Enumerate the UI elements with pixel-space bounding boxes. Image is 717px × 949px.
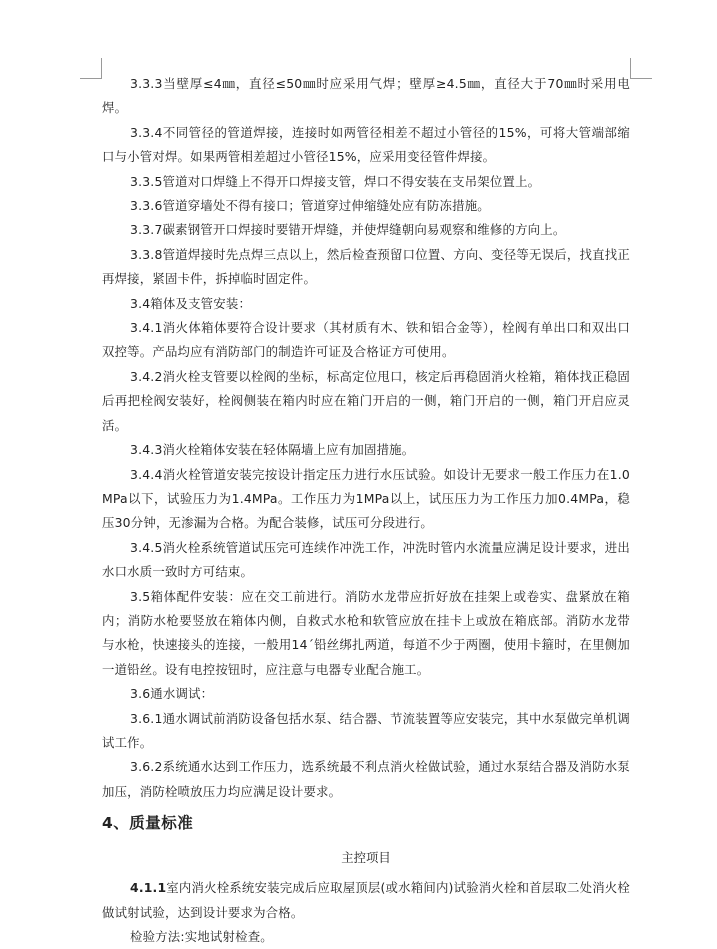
paragraph-3-4-5: 3.4.5消火栓系统管道试压完可连续作冲洗工作，冲洗时管内水流量应满足设计要求，进出水口水质一致时方可结束。 [102, 539, 630, 580]
paragraph-3-6: 3.6通水调试： [130, 686, 214, 702]
paragraph-3-6-1: 3.6.1通水调试前消防设备包括水泵、结合器、节流装置等应安装完，其中水泵做完单机调试工作。 [102, 710, 630, 750]
crop-mark-top-right-vertical [630, 58, 631, 79]
paragraph-3-3-8: 3.3.8管道焊接时先点焊三点以上，然后检查预留口位置、方向、变径等无误后，找直找正再焊接，紧固卡件，拆掉临时固定件。 [102, 246, 630, 287]
paragraph-3-4-3: 3.4.3消火栓箱体安装在轻体隔墙上应有加固措施。 [130, 442, 415, 458]
section-heading: 4、质量标准 [102, 814, 194, 833]
paragraph-3-3-4: 3.3.4不同管径的管道焊接，连接时如两管径相差不超过小管径的15%，可将大管端部缩口与小管对焊。如果两管相差超过小管径15%，应采用变径管件焊接。 [102, 124, 630, 165]
paragraph-3-3-5: 3.3.5管道对口焊缝上不得开口焊接支管，焊口不得安装在支吊架位置上。 [130, 173, 541, 189]
paragraph-3-3-6: 3.3.6管道穿墙处不得有接口；管道穿过伸缩缝处应有防冻措施。 [130, 198, 490, 214]
item-4-1-1 [102, 876, 630, 925]
inspection-method: 检验方法:实地试射检查。 [130, 929, 273, 944]
crop-mark-top-left-horizontal [80, 78, 102, 79]
document-body [102, 72, 630, 949]
paragraph-3-6-2: 3.6.2系统通水达到工作压力，选系统最不利点消火栓做试验，通过水泵结合器及消防水泵加压，消防栓喷放压力均应满足设计要求。 [102, 759, 630, 799]
paragraph-3-4-4: 3.4.4消火栓管道安装完按设计指定压力进行水压试验。如设计无要求一般工作压力在1.0MPa以下，试验压力为1.4MPa。工作压力为1MPa以上，试压压力为工作压力加0.4MPa，稳压30分钟，无渗漏为合格。为配合装修，试压可分段进行。 [102, 466, 630, 531]
paragraph-3-4-1: 3.4.1消火体箱体要符合设计要求（其材质有木、铁和铝合金等），栓阀有单出口和双出口双控等。产品均应有消防部门的制造许可证及合格证方可使用。 [102, 320, 630, 360]
paragraph-3-4-2: 3.4.2消火栓支管要以栓阀的坐标，标高定位甩口，核定后再稳固消火栓箱，箱体找正稳固后再把栓阀安装好，栓阀侧装在箱内时应在箱门开启的一侧，箱门开启的一侧，箱门开启应灵活。 [102, 368, 630, 433]
paragraph-3-4: 3.4箱体及支管安装： [130, 295, 252, 311]
item-4-1-1-number: 4.1.1 [130, 880, 167, 896]
item-4-1-1-text: 室内消火栓系统安装完成后应取屋顶层(或水箱间内)试验消火栓和首层取二处消火栓做试射试验，达到设计要求为合格。 [102, 880, 630, 920]
paragraph-3-3-3: 3.3.3当壁厚≤4㎜，直径≤50㎜时应采用气焊；壁厚≥4.5㎜，直径大于70㎜时采用电焊。 [102, 76, 630, 116]
paragraph-3-5: 3.5箱体配件安装：应在交工前进行。消防水龙带应折好放在挂架上或卷实、盘紧放在箱内；消防水枪要竖放在箱体内侧，自救式水枪和软管应放在挂卡上或放在箱底部。消防水龙带与水枪，快速接头的连接，一般用14ˊ铅丝绑扎两道，每道不少于两圈，使用卡箍时，在里侧加一道铅丝。设有电控按钮时，应注意与电器专业配合施工。 [102, 588, 630, 677]
crop-mark-top-right-horizontal [630, 78, 652, 79]
subheading: 主控项目 [341, 850, 391, 866]
paragraph-3-3-7: 3.3.7碳素钢管开口焊接时要错开焊缝，并使焊缝朝向易观察和维修的方向上。 [130, 222, 566, 238]
